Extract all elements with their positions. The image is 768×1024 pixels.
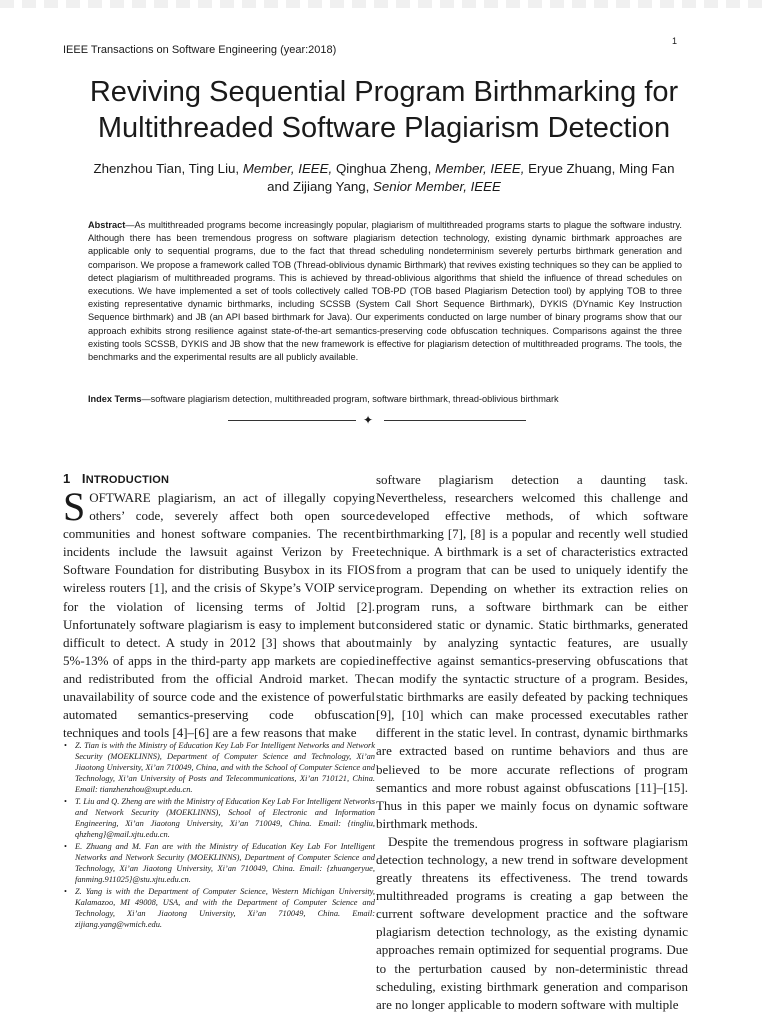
divider-diamond-icon: ✦ — [363, 413, 374, 427]
divider-left — [228, 420, 356, 421]
section-number: 1 — [63, 471, 71, 486]
bullet-icon: • — [64, 741, 67, 750]
index-terms — [88, 393, 682, 406]
author-names-4: and Zijiang Yang, — [267, 179, 374, 194]
footnote-text: Z. Yang is with the Department of Computer Science, Western Michigan University, Kalamazoo, MI 49008, USA, and with the Department of Computer Science and Technology, Xi’an Jiaotong University, Xi’an 710049, China. Email: zijiang.yang@wmich.edu. — [75, 887, 375, 929]
author-line-2 — [56, 178, 712, 196]
section-title-initial: I — [81, 471, 86, 486]
author-names-1: Zhenzhou Tian, Ting Liu, — [93, 161, 243, 176]
top-scan-artifact — [0, 0, 768, 8]
intro-right-column — [376, 471, 688, 1014]
section-title-rest: NTRODUCTION — [85, 474, 170, 486]
footnote-text: Z. Tian is with the Ministry of Education Key Lab For Intelligent Networks and Network Security (MOEKLINNS), Department of Computer Science and Technology, Xi’an Jiaotong University, Xi’an 710049, China, and with the School of Computer Science and Technology, Xi’an University of Posts and Telecommunications, Xi’an 710121, China. Email: tianzhenzhou@xupt.edu.cn. — [75, 741, 375, 794]
footnote-item — [63, 886, 375, 930]
divider-right — [384, 420, 526, 421]
author-role-2: Member, IEEE, — [435, 161, 525, 176]
author-names-2: Qinghua Zheng, — [332, 161, 436, 176]
footnote-item — [63, 796, 375, 840]
intro-lead-word: OFTWARE — [89, 490, 151, 505]
author-names-3: Eryue Zhuang, Ming Fan — [524, 161, 675, 176]
page-number: 1 — [672, 36, 678, 46]
title-line-1: Reviving Sequential Program Birthmarking for — [89, 76, 679, 108]
intro-left-text: plagiarism, an act of illegally copying others’ code, severely affect both open source communities and honest software companies. The recent incidents include the lawsuit against Verizon by Free Software Foundation for distributing Busybox in its FIOS wireless routers [1], and the crisis of Skype’s VOIP service for the violation of licensing terms of Joltid [2]. Unfortunately software plagiarism is easy to implement but difficult to detect. A study in 2012 [3] shows that about 5%-13% of apps in the third-party app markets are copied and redistributed from the official Android market. The unavailability of source code and the existence of powerful automated semantics-preserving code obfuscation techniques and tools [4]–[6] are a few reasons that make — [63, 490, 375, 741]
bullet-icon: • — [64, 797, 67, 806]
footnote-text: E. Zhuang and M. Fan are with the Ministry of Education Key Lab For Intelligent Networks and Network Security (MOEKLINNS), Department of Computer Science and Technology, Xi’an Jiaotong University, Xi’an 710049, China. Email: {zhuangeryue, fanming.911025}@stu.xjtu.edu.cn. — [75, 842, 375, 884]
author-line-1 — [56, 160, 712, 178]
bullet-icon: • — [64, 842, 67, 851]
affiliation-footnotes — [63, 740, 375, 931]
abstract-text: —As multithreaded programs become increasingly popular, plagiarism of multithreaded programs starts to plague the software industry. Although there has been tremendous progress on software plagiarism detection technology, existing dynamic birthmark approaches are applicable only to sequential programs, due to the fact that thread scheduling nondeterminism severely perturbs birthmark generation and comparison. We propose a framework called TOB (Thread-oblivious dynamic Birthmark) that revives existing techniques so they can be applied to detect plagiarism of multithreaded programs. This is achieved by thread-oblivious algorithms that shield the influence of thread schedules on executions. We have implemented a set of tools collectively called TOB-PD (TOB based Plagiarism Detection tool) by applying TOB to three existing representative dynamic birthmarks, including SCSSB (System Call Short Sequence Birthmark), DYKIS (DYnamic Key Instruction Sequence birthmark) and JB (an API based birthmark for Java). Our experiments conducted on large number of binary programs show that our approach exhibits strong resilience against state-of-the-art semantics-preserving code obfuscation techniques. Comparisons against the three existing tools SCSSB, DYKIS and JB show that the new framework is effective for plagiarism detection of multithreaded programs. The tools, the benchmarks and the experimental results are all publicly available. — [88, 220, 682, 363]
index-terms-text: —software plagiarism detection, multithreaded program, software birthmark, thread-oblivious birthmark — [141, 394, 559, 404]
paper-title — [40, 74, 728, 146]
intro-left-column — [63, 484, 375, 742]
title-line-2: Multithreaded Software Plagiarism Detection — [97, 112, 671, 144]
intro-right-paragraph-1: software plagiarism detection a daunting task. Nevertheless, researchers welcomed this challenge and developed effective methods, of which software birthmarking [7], [8] is a popular and recently well studied technique. A birthmark is a set of characteristics extracted from a program that can be used to uniquely identify the program. Depending on whether its extraction relies on program runs, a software birthmark can be either considered static or dynamic. Static birthmarks, generated mainly by analyzing syntactic features, are usually ineffective against semantics-preserving obfuscations that can modify the syntactic structure of a program. Besides, static birthmarks are easily defeated by packing techniques [9], [10] which can make processed executables rather different in the static level. In contrast, dynamic birthmarks are extracted based on runtime behaviors and thus are believed to be more accurate reflections of program semantics and more robust against obfuscations [11]–[15]. Thus in this paper we mainly focus on dynamic software birthmark methods. — [376, 472, 688, 831]
drop-cap: S — [63, 484, 86, 529]
author-role-4: Senior Member, IEEE — [373, 179, 501, 194]
footnote-item — [63, 841, 375, 885]
journal-header: IEEE Transactions on Software Engineering (year:2018) — [63, 44, 337, 56]
author-role-1: Member, IEEE, — [242, 161, 333, 176]
bullet-icon: • — [64, 887, 67, 896]
intro-right-paragraph-2: Despite the tremendous progress in software plagiarism detection technology, a new trend in software development greatly threatens its effectiveness. The trend towards multithreaded programs is creating a gap between the current software development practice and the software plagiarism detection technology, as the existing dynamic approaches remain optimized for sequential programs. Due to the perturbation caused by non-deterministic thread scheduling, existing birthmark generation and comparison are no longer applicable to modern software with multiple — [376, 833, 688, 1012]
index-terms-label: Index Terms — [88, 394, 142, 404]
footnote-text: T. Liu and Q. Zheng are with the Ministry of Education Key Lab For Intelligent Networks and Network Security (MOEKLINNS), School of Electronic and Information Engineering, Xi’an Jiaotong University, Xi’an 710049, China. Email: {tingliu, qhzheng}@mail.xjtu.edu.cn. — [75, 797, 375, 839]
footnote-item — [63, 740, 375, 795]
author-list — [56, 160, 712, 196]
abstract-label: Abstract — [88, 220, 126, 230]
abstract — [88, 219, 682, 364]
